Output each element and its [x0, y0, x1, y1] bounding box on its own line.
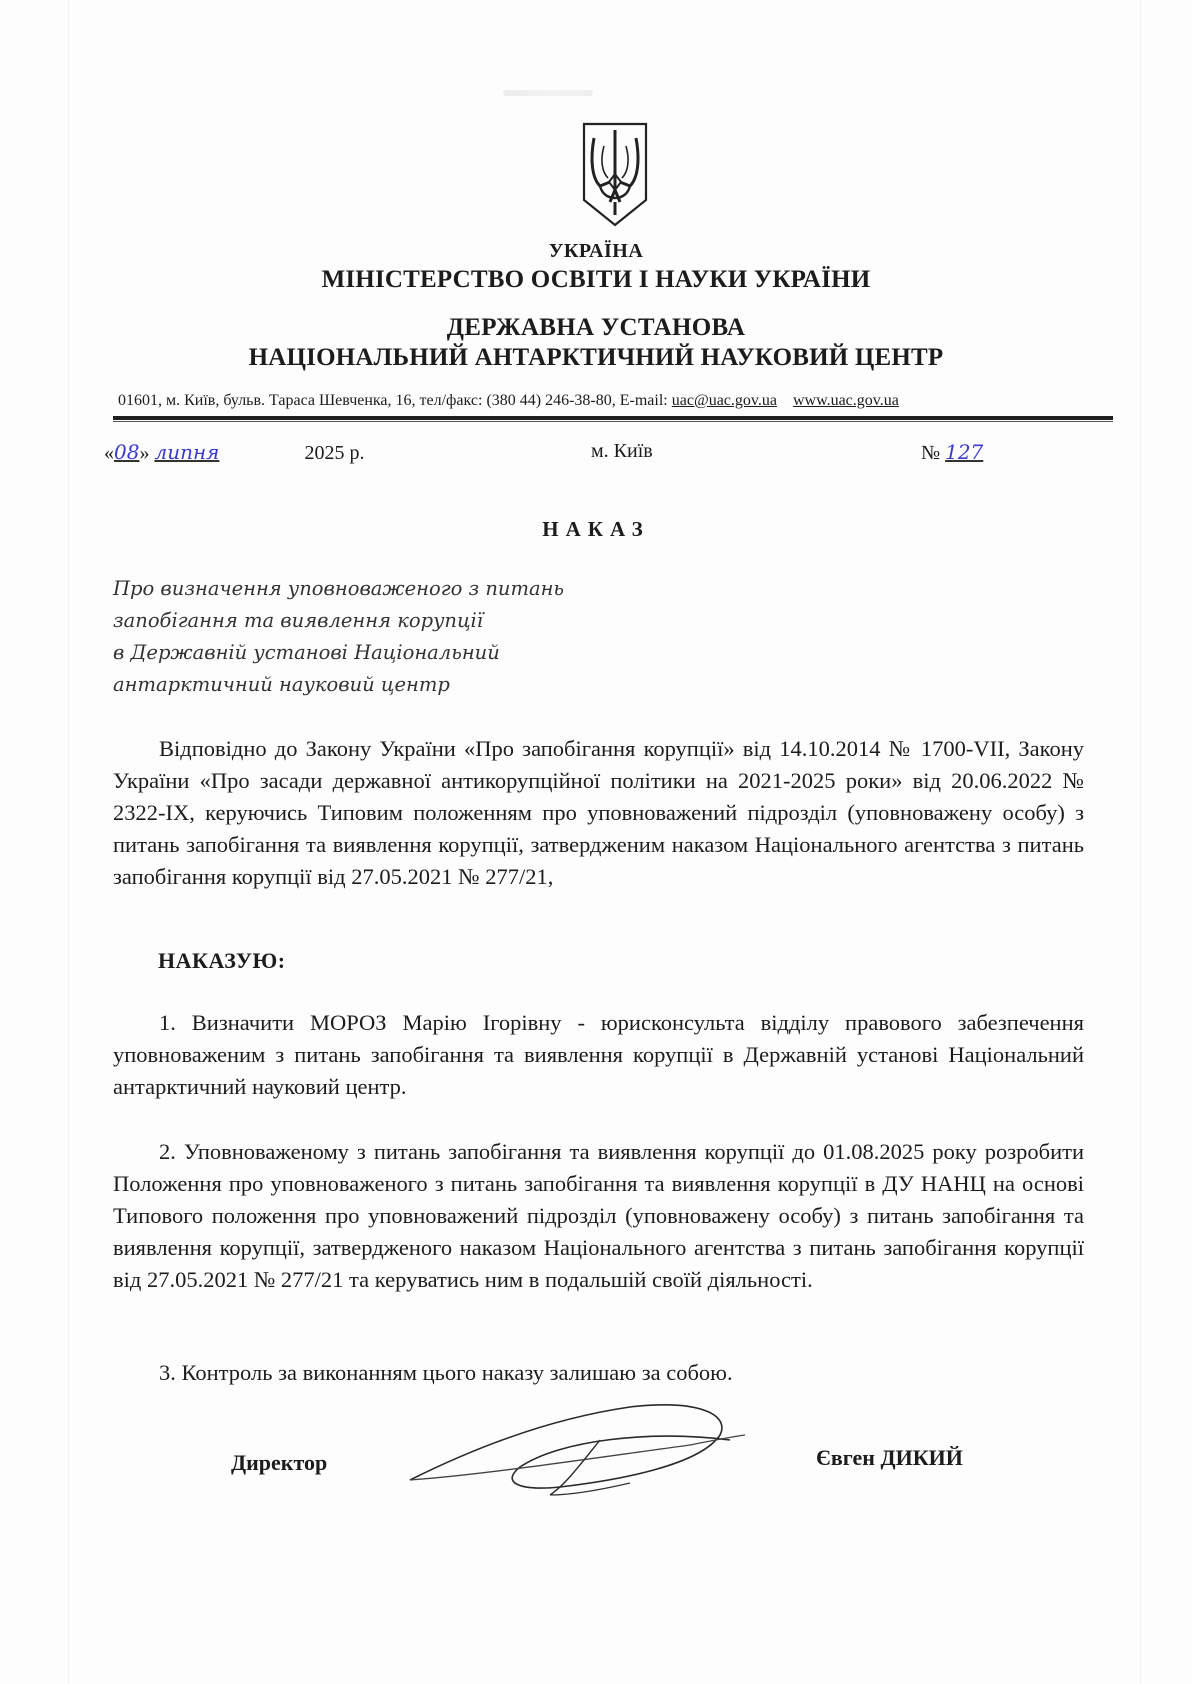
date-year: 2025 р. [304, 442, 365, 464]
number-sign: № [921, 442, 941, 464]
signatory-position: Директор [231, 1450, 328, 1475]
header-divider [113, 416, 1113, 420]
order-item-1: 1. Визначити МОРОЗ Марію Ігорівну - юрисконсульта відділу правового забезпечення уповноваженим з питань запобігання та виявлення корупції в Державній установі Національний антарктичний науковий центр. [113, 1010, 1084, 1099]
website-link[interactable]: www.uac.gov.ua [792, 392, 899, 409]
contact-line [118, 392, 1118, 410]
document-city: м. Київ [591, 440, 653, 462]
address-text: 01601, м. Київ, бульв. Тараса Шевченка, 16, тел/факс: (380 44) 246-38-80, E-mail: [118, 392, 672, 409]
ministry-heading: МІНІСТЕРСТВО ОСВІТИ І НАУКИ УКРАЇНИ [321, 266, 871, 293]
signatory-name: Євген ДИКИЙ [816, 1445, 963, 1470]
preamble-paragraph: Відповідно до Закону України «Про запобігання корупції» від 14.10.2014 № 1700-VII, Закону України «Про засади державної антикорупційної політики на 2021-2025 роки» від 20.06.2022 № 2322-IX, керуючись Типовим положенням про уповноважений підрозділ (уповноважену особу) з питань запобігання та виявлення корупції, затвердженим наказом Національного агентства з питань запобігання корупції від 27.05.2021 № 277/21, [113, 736, 1084, 889]
quote-close: » [139, 442, 150, 464]
date-month: липня [154, 440, 220, 464]
tryzub-coat-of-arms-icon [580, 120, 650, 230]
document-number [921, 440, 985, 465]
quote-open: « [104, 442, 114, 464]
email-link[interactable]: uac@uac.gov.ua [671, 392, 777, 409]
subject-line: антарктичний науковий центр [113, 673, 450, 696]
faint-stamp-mark [503, 90, 593, 96]
subject-line: запобігання та виявлення корупції [113, 609, 484, 632]
subject-line: Про визначення уповноваженого з питань [113, 577, 565, 600]
order-item-2: 2. Уповноваженому з питань запобігання та виявлення корупції до 01.08.2025 року розробити Положення про уповноваженого з питань запобігання та виявлення корупції в ДУ НАНЦ на основі Типового положення про уповноважений підрозділ (уповноважену особу) з питань запобігання та виявлення корупції, затвердженого наказом Національного агентства з питань запобігання корупції від 27.05.2021 № 277/21 та керуватись ним в подальшій своїй діяльності. [113, 1139, 1084, 1292]
order-item-3: 3. Контроль за виконанням цього наказу залишаю за собою. [159, 1360, 733, 1385]
date-day: 08 [114, 440, 140, 464]
document-date [104, 440, 364, 465]
document-subject [113, 573, 564, 701]
order-heading: НАКАЗУЮ: [158, 948, 286, 973]
organization-name-heading: НАЦІОНАЛЬНИЙ АНТАРКТИЧНИЙ НАУКОВИЙ ЦЕНТР [248, 344, 944, 371]
number-value: 127 [945, 440, 984, 464]
handwritten-signature-icon [400, 1395, 770, 1505]
country-heading: УКРАЇНА [548, 240, 644, 262]
subject-line: в Державній установі Національний [113, 641, 500, 664]
document-title: НАКАЗ [542, 517, 650, 541]
header-divider-thin [113, 421, 1113, 422]
organization-type-heading: ДЕРЖАВНА УСТАНОВА [446, 314, 746, 341]
